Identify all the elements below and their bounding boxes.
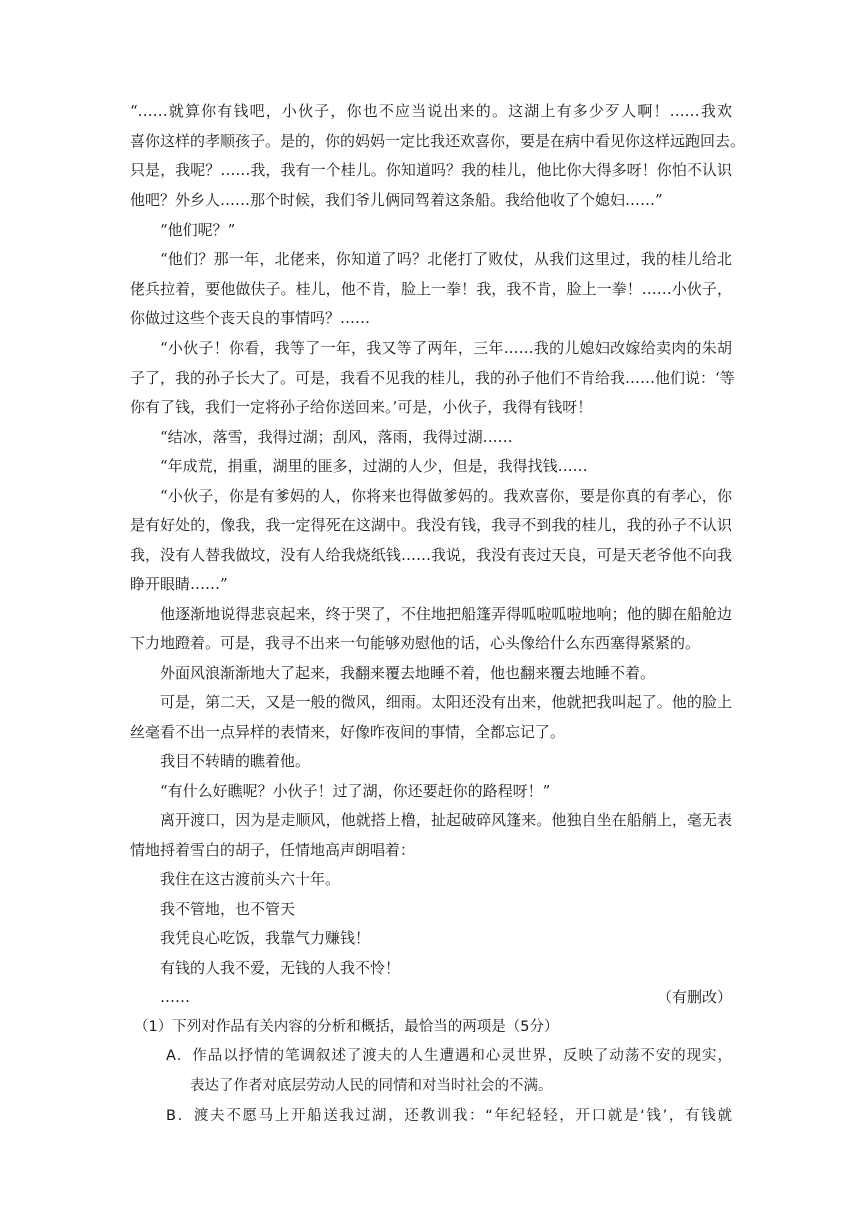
song-line: 我不管地，也不管天	[160, 900, 296, 918]
paragraph-line: “小伙子！你看，我等了一年，我又等了两年，三年……我的儿媳妇改嫁给卖肉的朱胡	[160, 339, 732, 357]
paragraph-line: “他们？那一年，北佬来，你知道了吗？北佬打了败仗，从我们这里过，我的桂儿给北	[160, 250, 732, 268]
paragraph-line: 外面风浪渐渐地大了起来，我翻来覆去地睡不着，他也翻来覆去地睡不着。	[160, 664, 656, 682]
paragraph-line: 喜你这样的孝顺孩子。是的，你的妈妈一定比我还欢喜你，要是在病中看见你这样远跑回去。	[130, 132, 746, 150]
paragraph-line: “年成荒，捐重，湖里的匪多，过湖的人少，但是，我得找钱……	[160, 457, 588, 475]
paragraph-line: “结冰，落雪，我得过湖；刮风，落雨，我得过湖……	[160, 428, 513, 446]
paragraph-line: “……就算你有钱吧，小伙子，你也不应当说出来的。这湖上有多少歹人啊！……我欢	[130, 102, 732, 120]
paragraph-line: 佬兵拉着，要他做伕子。桂儿，他不肯，脸上一拳！我，我不肯，脸上一拳！……小伙子，	[130, 280, 732, 298]
song-line: 我住在这古渡前头六十年。	[160, 870, 341, 888]
paragraph-line: 你做过这些个丧天良的事情吗？……	[130, 309, 371, 327]
song-line: 我凭良心吃饭，我靠气力赚钱！	[160, 929, 371, 947]
paragraph-line: 子了，我的孙子长大了。可是，我看不见我的桂儿，我的孙子他们不肯给我……他们说：‘等	[130, 369, 735, 387]
song-line: 有钱的人我不爱，无钱的人我不怜！	[160, 959, 401, 977]
paragraph-line: 离开渡口，因为是走顺风，他就搭上橹，扯起破碎风篷来。他独自坐在船艄上，毫无表	[160, 811, 732, 829]
source-note: （有删改）	[656, 988, 732, 1006]
paragraph-line: 他逐渐地说得悲哀起来，终于哭了，不住地把船篷弄得呱啦呱啦地响；他的脚在船舱边	[160, 605, 732, 623]
paragraph-line: 是有好处的，像我，我一定得死在这湖中。我没有钱，我寻不到我的桂儿，我的孙子不认识	[130, 516, 732, 534]
paragraph-line: 丝毫看不出一点异样的表情来，好像昨夜间的事情，全都忘记了。	[130, 723, 566, 741]
paragraph-line: 睁开眼睛……”	[130, 575, 228, 593]
option-a-line: 表达了作者对底层劳动人民的同情和对当时社会的不满。	[190, 1078, 553, 1094]
paragraph-line: 我目不转睛的瞧着他。	[160, 752, 311, 770]
paragraph-line: 可是，第二天，又是一般的微风，细雨。太阳还没有出来，他就把我叫起了。他的脸上	[160, 693, 732, 711]
paragraph-line: “小伙子，你是有爹妈的人，你将来也得做爹妈的。我欢喜你，要是你真的有孝心，你	[160, 487, 732, 505]
paragraph-line: 你有了钱，我们一定将孙子给你送回来。’可是，小伙子，我得有钱呀！	[130, 398, 593, 416]
paragraph-line: 我，没有人替我做坟，没有人给我烧纸钱……我说，我没有丧过天良，可是天老爷他不向我	[130, 546, 732, 564]
question-stem: （1）下列对作品有关内容的分析和概括，最恰当的两项是（5分）	[134, 1019, 559, 1035]
paragraph-line: “他们呢？”	[160, 221, 236, 239]
paragraph-line: 情地捋着雪白的胡子，任情地高声朗唱着：	[130, 841, 416, 859]
ellipsis: ……	[160, 988, 190, 1006]
paragraph-line: “有什么好瞧呢？小伙子！过了湖，你还要赶你的路程呀！”	[160, 782, 551, 800]
paragraph-line: 他吧？外乡人……那个时候，我们爷儿俩同驾着这条船。我给他收了个媳妇……”	[130, 191, 663, 209]
paragraph-line: 只是，我呢？……我，我有一个桂儿。你知道吗？我的桂儿，他比你大得多呀！你怕不认识	[130, 161, 732, 179]
option-b-line: B．渡夫不愿马上开船送我过湖，还教训我：“年纪轻轻，开口就是‘钱’，有钱就	[166, 1108, 732, 1124]
option-a-line: A．作品以抒情的笔调叙述了渡夫的人生遭遇和心灵世界，反映了动荡不安的现实，	[166, 1048, 732, 1064]
paragraph-line: 下力地蹬着。可是，我寻不出来一句能够劝慰他的话，心头像给什么东西塞得紧紧的。	[130, 634, 701, 652]
